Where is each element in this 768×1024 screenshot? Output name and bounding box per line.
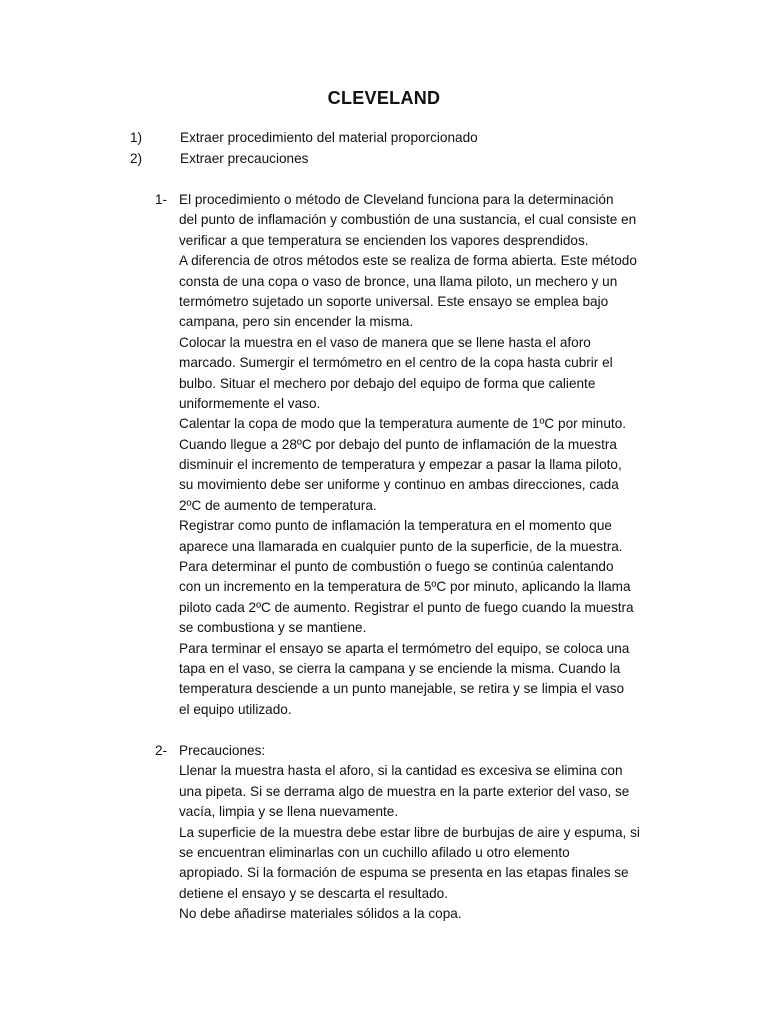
text-line: su movimiento debe ser uniforme y continuo en ambas direcciones, cada [179, 477, 619, 493]
text-line: vacía, limpia y se llena nuevamente. [179, 804, 399, 820]
list-item-text: Extraer procedimiento del material proporcionado [180, 130, 478, 145]
text-line: Calentar la copa de modo que la temperatura aumente de 1ºC por minuto. [179, 416, 627, 432]
text-line: se combustiona y se mantiene. [179, 620, 367, 636]
list-item [130, 128, 478, 149]
text-line: bulbo. Situar el mechero por debajo del equipo de forma que caliente [179, 375, 596, 391]
page-title: CLEVELAND [327, 88, 441, 108]
text-line: uniformemente el vaso. [179, 395, 321, 411]
section-number: 1- [155, 192, 168, 207]
text-line: campana, pero sin encender la misma. [179, 314, 414, 330]
text-line: Cuando llegue a 28ºC por debajo del punto de inflamación de la muestra [179, 436, 617, 452]
text-line: verificar a que temperatura se encienden los vapores desprendidos. [179, 232, 589, 248]
text-line: piloto cada 2ºC de aumento. Registrar el punto de fuego cuando la muestra [179, 599, 634, 615]
text-line: detiene el ensayo y se descarta el resultado. [179, 885, 449, 901]
section-body [179, 190, 637, 720]
section-number: 2- [155, 743, 168, 758]
text-line: una pipeta. Si se derrama algo de muestra en la parte exterior del vaso, se [179, 783, 630, 799]
text-line: tapa en el vaso, se cierra la campana y se enciende la misma. Cuando la [179, 660, 621, 676]
text-line: No debe añadirse materiales sólidos a la copa. [179, 906, 462, 922]
text-line: Precauciones: [179, 743, 266, 758]
list-item-number: 1) [130, 130, 143, 145]
text-line: Llenar la muestra hasta el aforo, si la cantidad es excesiva se elimina con [179, 763, 623, 779]
text-line: consta de una copa o vaso de bronce, una llama piloto, un mechero y un [179, 273, 618, 289]
text-line: A diferencia de otros métodos este se realiza de forma abierta. Este método [179, 253, 637, 269]
text-line: La superficie de la muestra debe estar libre de burbujas de aire y espuma, si [179, 824, 640, 840]
text-line: aparece una llamarada en cualquier punto de la superficie, de la muestra. [179, 538, 623, 554]
text-line: Para determinar el punto de combustión o fuego se continúa calentando [179, 559, 614, 575]
text-line: apropiado. Si la formación de espuma se presenta en las etapas finales se [179, 865, 629, 881]
intro-list [130, 128, 478, 169]
section-body [179, 741, 640, 925]
list-item-text: Extraer precauciones [180, 150, 309, 166]
text-line: marcado. Sumergir el termómetro en el centro de la copa hasta cubrir el [179, 355, 613, 371]
section-procedure [155, 190, 637, 720]
text-line: Para terminar el ensayo se aparta el termómetro del equipo, se coloca una [179, 640, 630, 656]
list-item [130, 149, 478, 170]
text-line: 2ºC de aumento de temperatura. [179, 497, 377, 513]
text-line: temperatura desciende a un punto manejable, se retira y se limpia el vaso [179, 681, 625, 697]
text-line: termómetro sujetado un soporte universal. Este ensayo se emplea bajo [179, 293, 609, 309]
text-line: del punto de inflamación y combustión de una sustancia, el cual consiste en [179, 212, 637, 228]
text-line: se encuentran eliminarlas con un cuchillo afilado u otro elemento [179, 844, 570, 860]
text-line: Registrar como punto de inflamación la temperatura en el momento que [179, 518, 612, 534]
text-line: El procedimiento o método de Cleveland funciona para la determinación [179, 192, 614, 207]
text-line: el equipo utilizado. [179, 701, 292, 717]
text-line: disminuir el incremento de temperatura y empezar a pasar la llama piloto, [179, 457, 622, 473]
text-line: Colocar la muestra en el vaso de manera que se llene hasta el aforo [179, 334, 591, 350]
text-line: con un incremento en la temperatura de 5ºC por minuto, aplicando la llama [179, 579, 631, 595]
section-precautions [155, 741, 640, 925]
list-item-number: 2) [130, 150, 143, 166]
